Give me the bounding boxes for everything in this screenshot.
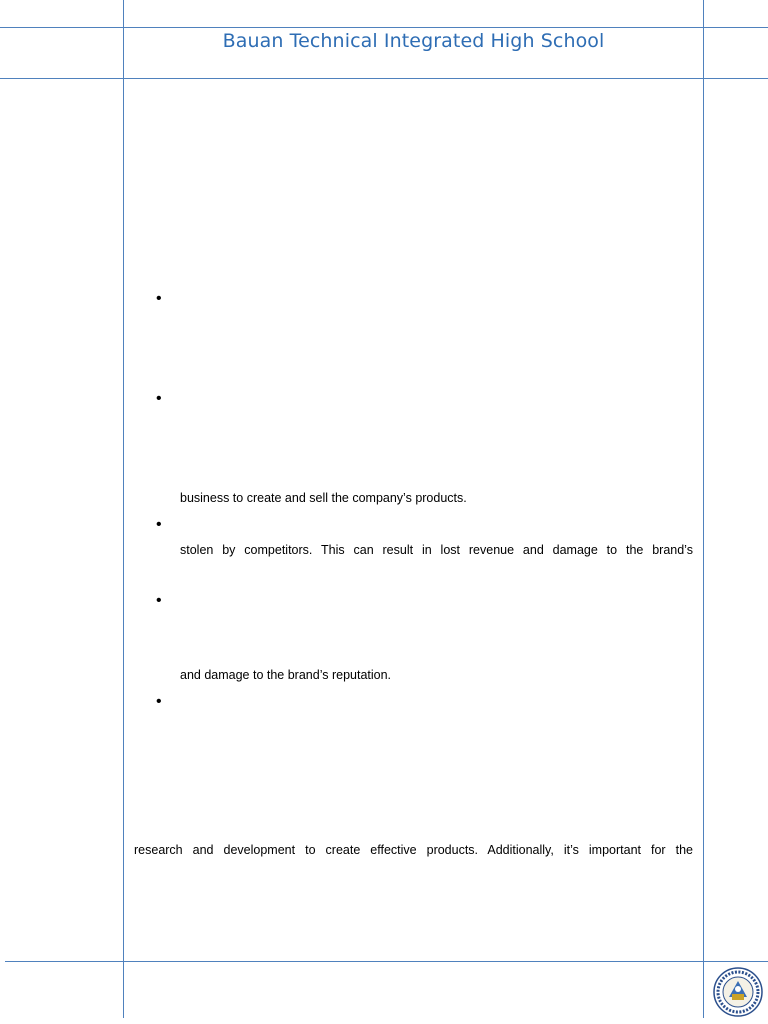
footer-top-line bbox=[5, 961, 768, 962]
page-header-title: Bauan Technical Integrated High School bbox=[222, 30, 605, 52]
bullet-marker: • bbox=[156, 290, 162, 307]
bullet-marker: • bbox=[156, 592, 162, 609]
bullet-marker: • bbox=[156, 693, 162, 710]
bullet-marker: • bbox=[156, 516, 162, 533]
right-margin-line bbox=[703, 0, 704, 1018]
bullet-marker: • bbox=[156, 390, 162, 407]
body-text-line: research and development to create effective products. Additionally, it’s important for the bbox=[134, 843, 693, 857]
header-bottom-line bbox=[0, 78, 768, 79]
school-seal-icon bbox=[713, 967, 763, 1017]
body-text-line: and damage to the brand’s reputation. bbox=[180, 668, 392, 682]
left-margin-line bbox=[123, 0, 124, 1018]
header-top-line bbox=[0, 27, 768, 28]
body-text-line: business to create and sell the company’s products. bbox=[180, 491, 467, 505]
body-text-line: stolen by competitors. This can result in lost revenue and damage to the brand’s bbox=[180, 543, 693, 557]
